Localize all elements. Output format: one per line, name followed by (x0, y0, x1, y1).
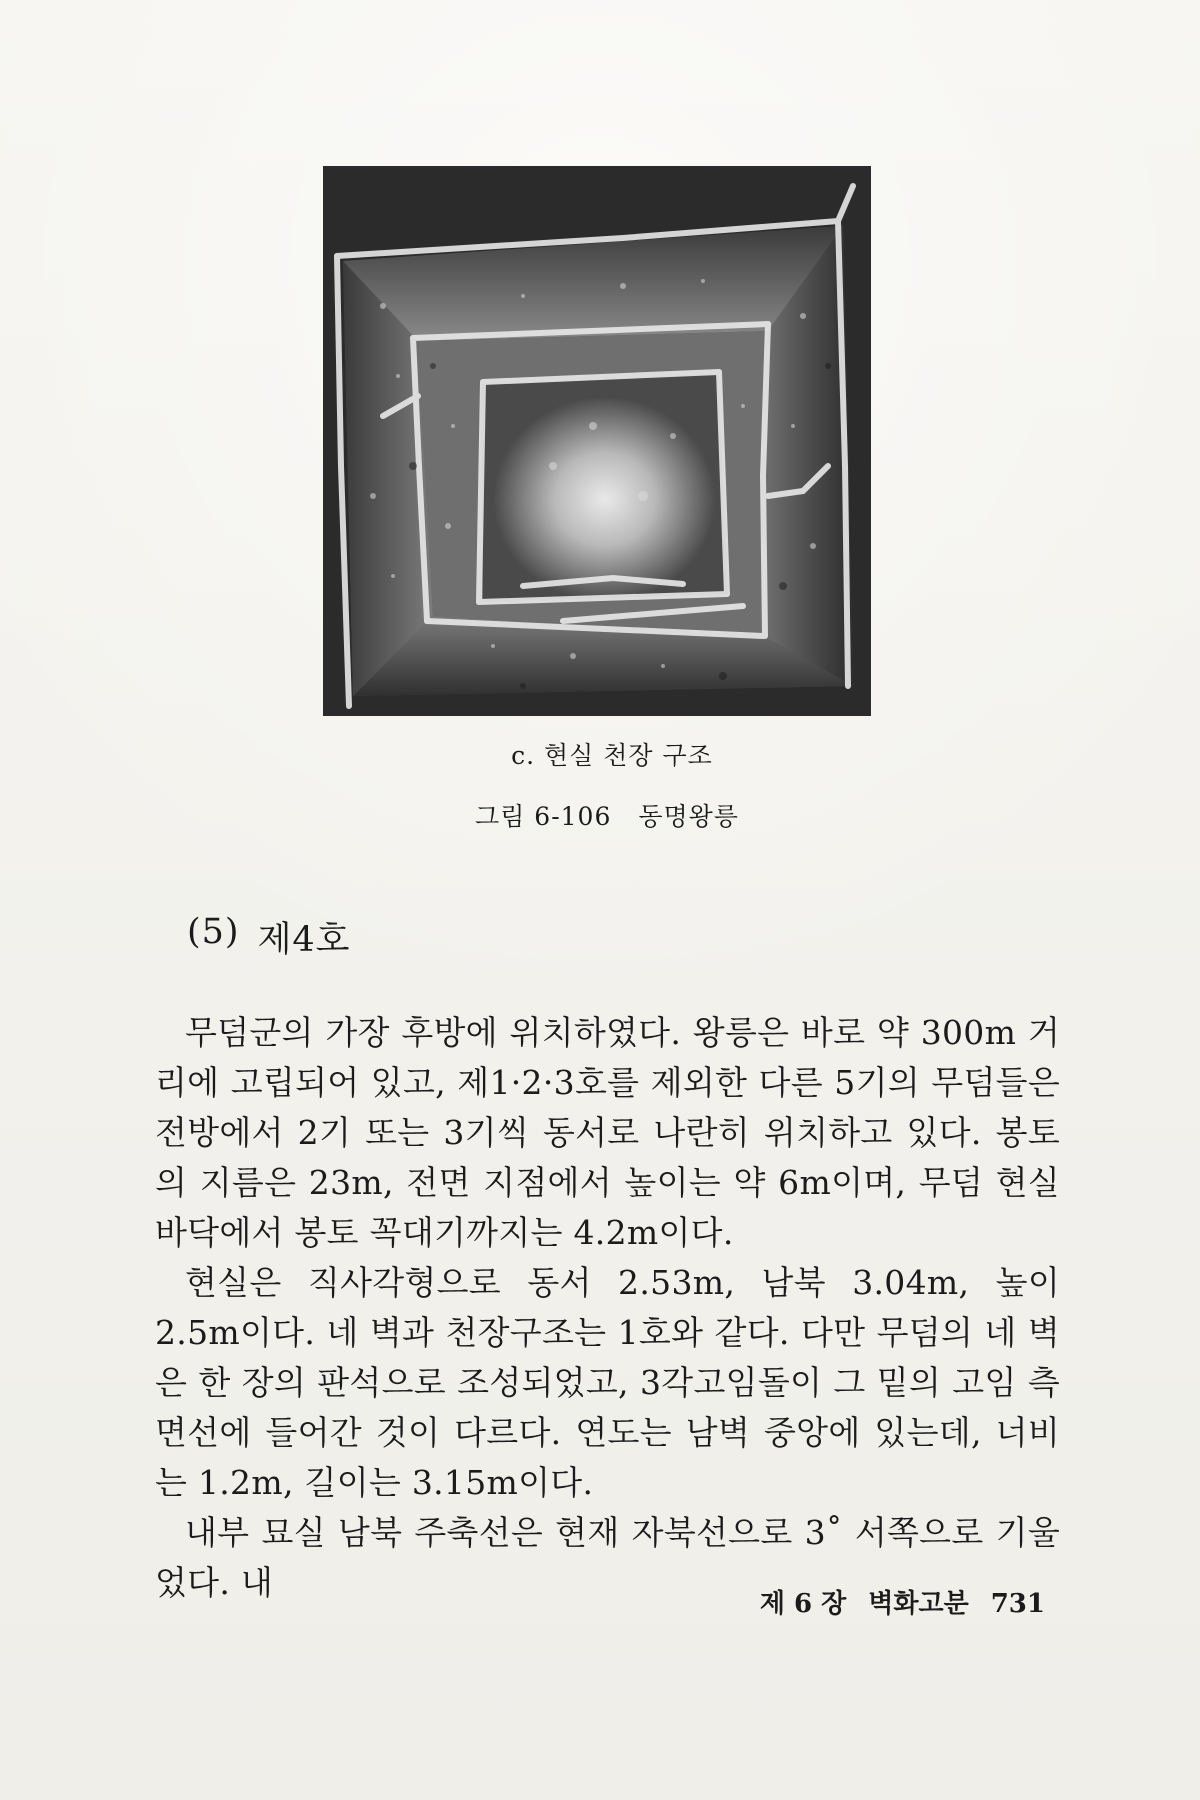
paragraph: 내부 묘실 남북 주축선은 현재 자북선으로 3˚ 서쪽으로 기울었다. 내 (155, 1513, 1060, 1602)
figure-caption-title: 동명왕릉 (638, 802, 739, 831)
paragraph: 무덤군의 가장 후방에 위치하였다. 왕릉은 바로 약 300m 거리에 고립되어 있고, 제1·2·3호를 제외한 다른 5기의 무덤들은 전방에서 2기 또는 3기씩 동서로 나란히 위치하고 있다. 봉토의 지름은 23m, 전면 지점에서 높이는 약 6m이며, 무덤 현실 바닥에서 봉토 꼭대기까지는 4.2m이다. (155, 1013, 1060, 1252)
tomb-ceiling-photo (323, 166, 871, 716)
running-footer (760, 1583, 1045, 1620)
figure-subcaption: c. 현실 천장 구조 (511, 741, 713, 770)
footer-chapter-title: 벽화고분 (868, 1589, 969, 1619)
body-text (155, 1008, 1060, 1608)
tomb-ceiling-photo-image (323, 166, 871, 716)
section-title: 제4호 (257, 920, 351, 960)
paragraph: 현실은 직사각형으로 동서 2.53m, 남북 3.04m, 높이 2.5m이다. 네 벽과 천장구조는 1호와 같다. 다만 무덤의 네 벽은 한 장의 판석으로 조성되었고, 3각고임돌이 그 밑의 고임 측면선에 들어간 것이 다르다. 연도는 남벽 중앙에 있는데, 너비는 1.2m, 길이는 3.15m이다. (155, 1263, 1060, 1502)
footer-chapter: 제 6 장 (759, 1589, 847, 1619)
figure-caption (0, 797, 1200, 833)
figure-caption-label: 그림 6-106 (475, 802, 612, 831)
section-number: (5) (187, 912, 240, 952)
page-number: 731 (990, 1589, 1045, 1619)
section-heading (187, 912, 350, 962)
